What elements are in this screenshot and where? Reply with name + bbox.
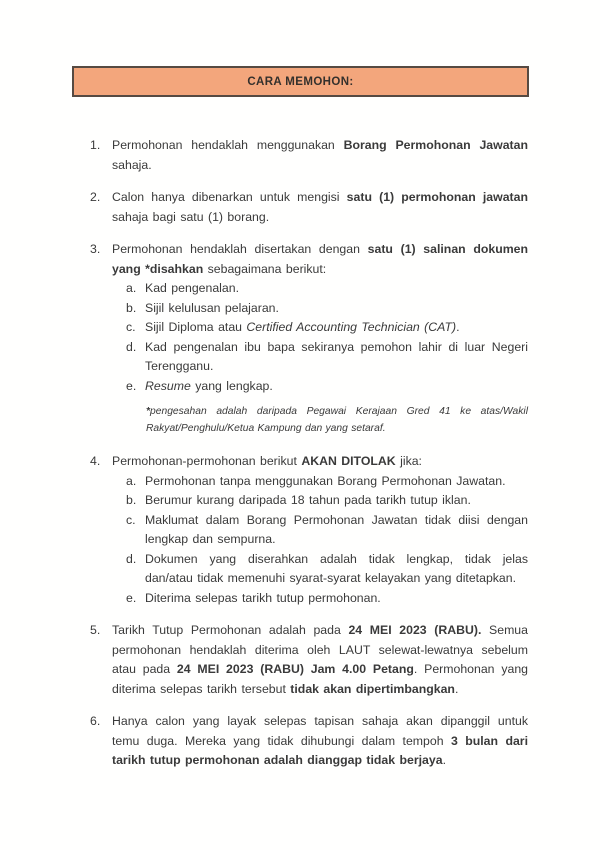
item-number: 4. [90, 454, 101, 468]
section-title: CARA MEMOHON: [247, 75, 354, 88]
item-number: 5. [90, 623, 101, 637]
sub-item-text: Permohonan tanpa menggunakan Borang Permohonan Jawatan. [145, 473, 506, 488]
sub-item-4b [112, 491, 528, 511]
item-text: Permohonan hendaklah disertakan dengan satu (1) salinan dokumen yang *disahkan sebagaimana berikut: [112, 242, 529, 276]
sub-item-3b [112, 299, 528, 319]
list-item-6 [90, 712, 528, 771]
list-item-4 [90, 452, 528, 608]
item-number: 1. [90, 138, 101, 152]
sub-item-letter: c. [126, 512, 136, 527]
item-body [112, 240, 528, 439]
sub-item-letter: b. [126, 300, 137, 315]
list-item-5 [90, 621, 528, 699]
sub-item-text: Berumur kurang daripada 18 tahun pada tarikh tutup iklan. [145, 493, 471, 507]
item-body [112, 136, 528, 175]
item-text: Permohonan hendaklah menggunakan Borang Permohonan Jawatan sahaja. [112, 138, 528, 172]
sub-item-4c [112, 511, 528, 550]
sub-item-text: Resume yang lengkap. [145, 378, 273, 393]
sub-item-text: Dokumen yang diserahkan adalah tidak lengkap, tidak jelas dan/atau tidak memenuhi syarat-syarat kelayakan yang ditetapkan. [145, 551, 528, 585]
sub-item-letter: e. [126, 590, 137, 605]
sub-item-3e [112, 377, 528, 397]
item-text: Tarikh Tutup Permohonan adalah pada 24 MEI 2023 (RABU). Semua permohonan hendaklah diterima oleh LAUT selewat-lewatnya sebelum atau pada 24 MEI 2023 (RABU) Jam 4.00 Petang. Permohonan yang diterima selepas tarikh tersebut tidak akan dipertimbangkan. [112, 623, 528, 696]
item-number: 6. [90, 714, 101, 728]
sub-item-4e [112, 589, 528, 609]
sub-item-3a [112, 279, 528, 299]
item-body [112, 188, 528, 227]
item-text: Calon hanya dibenarkan untuk mengisi satu (1) permohonan jawatan sahaja bagi satu (1) borang. [112, 190, 528, 224]
instructions-list [90, 136, 528, 771]
sub-item-letter: e. [126, 378, 137, 393]
list-item-3 [90, 240, 528, 439]
sub-item-letter: a. [126, 473, 137, 488]
certification-footnote: *pengesahan adalah daripada Pegawai Kerajaan Gred 41 ke atas/Wakil Rakyat/Penghulu/Ketua Kampung dan yang setaraf. [146, 406, 528, 434]
sub-item-3c [112, 318, 528, 338]
item-text: Hanya calon yang layak selepas tapisan sahaja akan dipanggil untuk temu duga. Mereka yang tidak dihubungi dalam tempoh 3 bulan dari tarikh tutup permohonan adalah dianggap tidak berjaya. [112, 714, 528, 767]
sub-item-text: Sijil Diploma atau Certified Accounting Technician (CAT). [145, 320, 460, 334]
item-number: 2. [90, 190, 101, 204]
item-number: 3. [90, 242, 101, 256]
list-item-2 [90, 188, 528, 227]
sub-item-text: Kad pengenalan ibu bapa sekiranya pemohon lahir di luar Negeri Terengganu. [145, 339, 528, 373]
sub-item-letter: d. [126, 339, 137, 354]
item-body [112, 712, 528, 771]
sub-item-text: Diterima selepas tarikh tutup permohonan. [145, 590, 381, 605]
sub-item-4a [112, 472, 528, 492]
sub-item-letter: d. [126, 551, 137, 566]
item-text: Permohonan-permohonan berikut AKAN DITOLAK jika: [112, 454, 422, 468]
list-item-1 [90, 136, 528, 175]
sub-item-text: Sijil kelulusan pelajaran. [145, 300, 279, 315]
sub-item-4d [112, 550, 528, 589]
sub-item-text: Kad pengenalan. [145, 281, 239, 295]
sub-item-letter: b. [126, 493, 137, 507]
section-header-box [72, 66, 529, 97]
sub-item-letter: a. [126, 281, 137, 295]
sub-item-letter: c. [126, 320, 136, 334]
sub-item-text: Maklumat dalam Borang Permohonan Jawatan tidak diisi dengan lengkap dan sempurna. [145, 512, 528, 546]
item-body [112, 452, 528, 608]
sub-item-3d [112, 338, 528, 377]
item-body [112, 621, 528, 699]
